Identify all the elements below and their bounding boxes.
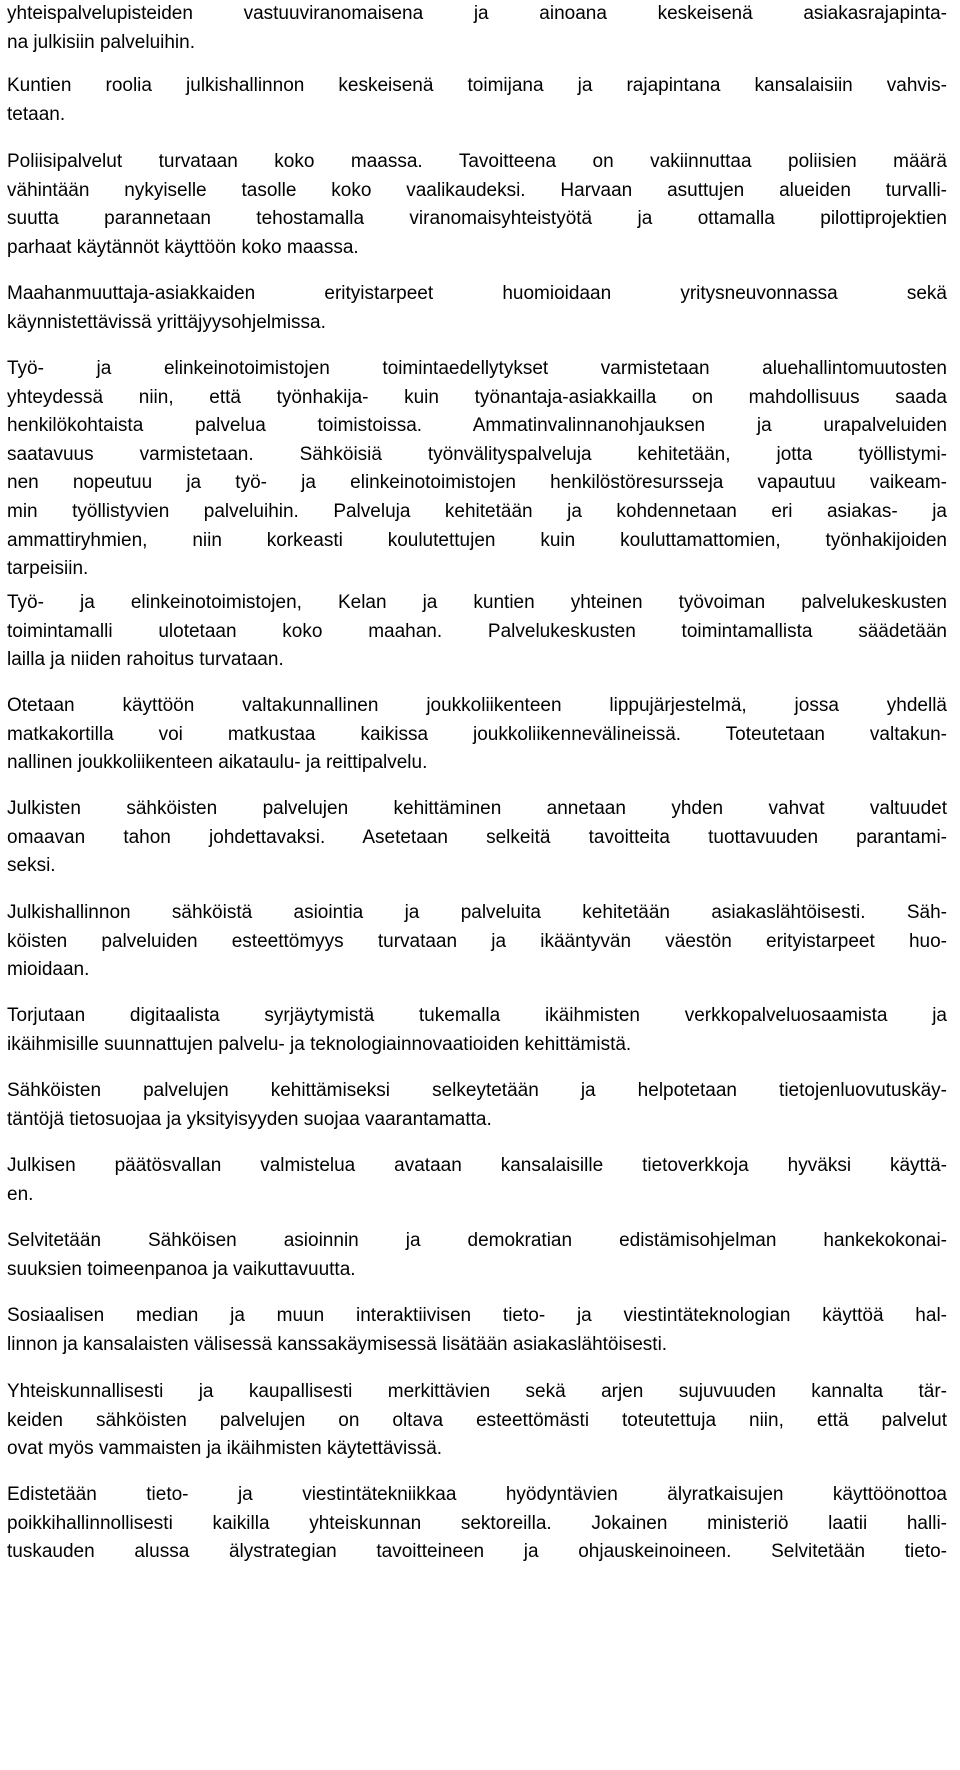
text-line: Torjutaan digitaalista syrjäytymistä tukemalla ikäihmisten verkkopalveluosaamista ja (7, 1005, 947, 1026)
paragraph-immigrant-clients (7, 280, 947, 337)
text-line: matkakortilla voi matkustaa kaikissa joukkoliikennevälineissä. Toteutetaan valtakun- (7, 723, 947, 745)
text-line: Yhteiskunnallisesti ja kaupallisesti merkittävien sekä arjen sujuvuuden kannalta tär- (7, 1381, 947, 1402)
text-line: täntöjä tietosuojaa ja yksityisyyden suojaa vaarantamatta. (7, 1108, 492, 1130)
text-line: omaavan tahon johdettavaksi. Asetetaan selkeitä tavoitteita tuottavuuden parantami- (7, 826, 947, 848)
text-line: Otetaan käyttöön valtakunnallinen joukkoliikenteen lippujärjestelmä, jossa yhdellä (7, 695, 947, 716)
text-line: ikäihmisille suunnattujen palvelu- ja teknologiainnovaatioiden kehittämistä. (7, 1033, 632, 1055)
text-line: Julkisen päätösvallan valmistelua avataan kansalaisille tietoverkkoja hyväksi käyttä- (7, 1155, 947, 1176)
text-line: Poliisipalvelut turvataan koko maassa. Tavoitteena on vakiinnuttaa poliisien määrä (7, 151, 947, 172)
paragraph-decision-preparation (7, 1152, 947, 1209)
text-line: nallinen joukkoliikenteen aikataulu- ja reittipalvelu. (7, 752, 428, 774)
text-line: Maahanmuuttaja-asiakkaiden erityistarpeet huomioidaan yritysneuvonnassa sekä (7, 283, 947, 304)
text-line: keiden sähköisten palvelujen on oltava esteettömästi toteutettuja niin, että palvelut (7, 1409, 947, 1431)
text-line: tetaan. (7, 103, 66, 125)
text-line: suuksien toimeenpanoa ja vaikuttavuutta. (7, 1258, 356, 1280)
text-line: tarpeisiin. (7, 558, 89, 580)
paragraph-digital-exclusion (7, 1002, 947, 1059)
text-line: seksi. (7, 855, 56, 877)
paragraph-service-points (7, 0, 947, 57)
paragraph-smart-solutions (7, 1481, 947, 1567)
paragraph-public-transport (7, 692, 947, 778)
paragraph-accessibility (7, 1378, 947, 1464)
text-line: toimintamalli ulotetaan koko maahan. Palvelukeskusten toimintamallista säädetään (7, 620, 947, 642)
text-line: poikkihallinnollisesti kaikilla yhteiskunnan sektoreilla. Jokainen ministeriö laatii halli- (7, 1512, 947, 1534)
text-line: Edistetään tieto- ja viestintätekniikkaa hyödyntävien älyratkaisujen käyttöönottoa (7, 1484, 947, 1505)
paragraph-data-disclosure (7, 1077, 947, 1134)
text-line: yhteydessä niin, että työnhakija- kuin työnantaja-asiakkailla on mahdollisuus saada (7, 386, 947, 408)
text-line: lailla ja niiden rahoitus turvataan. (7, 649, 284, 671)
paragraph-e-services-leadership (7, 795, 947, 881)
text-line: Selvitetään Sähköisen asioinnin ja demokratian edistämisohjelman hankekokonai- (7, 1230, 947, 1251)
text-line: mioidaan. (7, 959, 90, 981)
paragraph-e-democracy-programme (7, 1227, 947, 1284)
text-line: nen nopeutuu ja työ- ja elinkeinotoimistojen henkilöstöresursseja vapautuu vaikeam- (7, 472, 947, 494)
text-line: käynnistettävissä yrittäjyysohjelmissa. (7, 311, 326, 333)
paragraph-police-services (7, 148, 947, 262)
paragraph-municipalities (7, 72, 947, 129)
paragraph-e-government (7, 899, 947, 985)
text-line: Sosiaalisen median ja muun interaktiivisen tieto- ja viestintäteknologian käyttöä hal- (7, 1305, 947, 1326)
text-line: ammattiryhmien, niin korkeasti koulutettujen kuin kouluttamattomien, työnhakijoiden (7, 529, 947, 551)
text-line: en. (7, 1183, 34, 1205)
text-line: Julkishallinnon sähköistä asiointia ja palveluita kehitetään asiakaslähtöisesti. Säh- (7, 902, 947, 923)
text-line: suutta parannetaan tehostamalla viranomaisyhteistyötä ja ottamalla pilottiprojektien (7, 208, 947, 230)
text-line: Työ- ja elinkeinotoimistojen toimintaedellytykset varmistetaan aluehallintomuutosten (7, 358, 947, 379)
paragraph-employment-offices (7, 355, 947, 584)
text-line: Julkisten sähköisten palvelujen kehittäminen annetaan yhden vahvat valtuudet (7, 798, 947, 819)
text-line: henkilökohtaista palvelua toimistoissa. Ammatinvalinnanohjauksen ja urapalveluiden (7, 415, 947, 437)
paragraph-social-media (7, 1302, 947, 1359)
text-line: köisten palveluiden esteettömyys turvataan ja ikääntyvän väestön erityistarpeet huo- (7, 930, 947, 952)
text-line: yhteispalvelupisteiden vastuuviranomaisena ja ainoana keskeisenä asiakasrajapinta- (7, 3, 947, 24)
text-line: parhaat käytännöt käyttöön koko maassa. (7, 236, 359, 258)
text-line: Työ- ja elinkeinotoimistojen, Kelan ja kuntien yhteinen työvoiman palvelukeskusten (7, 592, 947, 613)
text-line: Sähköisten palvelujen kehittämiseksi selkeytetään ja helpotetaan tietojenluovutuskäy- (7, 1080, 947, 1101)
text-line: linnon ja kansalaisten välisessä kanssakäymisessä lisätään asiakaslähtöisesti. (7, 1333, 668, 1355)
text-line: min työllistyvien palveluihin. Palveluja kehitetään ja kohdennetaan eri asiakas- ja (7, 500, 947, 522)
text-line: ovat myös vammaisten ja ikäihmisten käytettävissä. (7, 1438, 443, 1460)
text-line: vähintään nykyiselle tasolle koko vaalikaudeksi. Harvaan asuttujen alueiden turvalli- (7, 179, 947, 201)
text-line: na julkisiin palveluihin. (7, 31, 195, 53)
text-line: Kuntien roolia julkishallinnon keskeisenä toimijana ja rajapintana kansalaisiin vahvis- (7, 75, 947, 96)
text-line: tuskauden alussa älystrategian tavoitteineen ja ohjauskeinoineen. Selvitetään tieto- (7, 1541, 947, 1563)
text-line: saatavuus varmistetaan. Sähköisiä työnvälityspalveluja kehitetään, jotta työllistymi- (7, 443, 947, 465)
paragraph-labour-service-centres (7, 589, 947, 675)
